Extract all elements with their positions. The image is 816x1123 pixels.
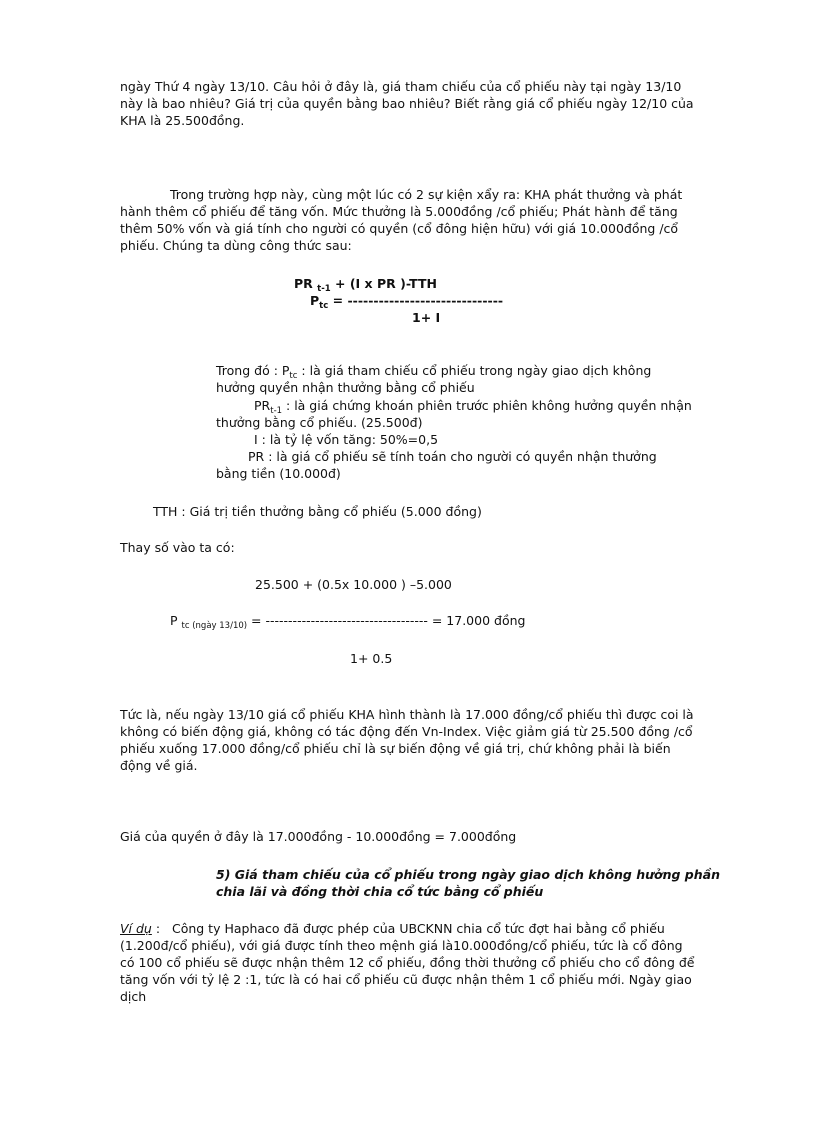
formula1-denominator: 1+ I xyxy=(412,310,441,325)
substitution-intro: Thay số vào ta có: xyxy=(120,540,235,555)
formula1-lhs: $P_{tc}$ = ------------------------------ xyxy=(310,293,504,311)
definition-tth: TTH : Giá trị tiền thưởng bằng cổ phiếu (5.000 đồng) xyxy=(153,504,482,519)
formula2-lhs: P $_{tc (ngày 13/10)}$ = ------------------------------------ = 17.000 đồng xyxy=(170,613,526,631)
example-label: Ví dụ xyxy=(120,921,152,936)
definition-pr: PR : là giá cổ phiếu sẽ tính toán cho người có quyền nhận thưởng xyxy=(248,449,657,464)
paragraph-question: ngày Thứ 4 ngày 13/10. Câu hỏi ở đây là, giá tham chiếu của cổ phiếu này tại ngày 13/10 này là bao nhiêu? Giá trị của quyền bằng bao nhiêu? Biết rằng giá cổ phiếu ngày 12/10 của KHA là 25.500đồng. xyxy=(120,79,694,128)
definition-pr-cont: bằng tiền (10.000đ) xyxy=(216,466,341,481)
definition-ptc-cont: hưởng quyền nhận thưởng bằng cổ phiếu xyxy=(216,380,475,395)
formula2-denominator: 1+ 0.5 xyxy=(350,651,393,666)
section-heading-5-cont: chia lãi và đồng thời chia cổ tức bằng cổ phiếu xyxy=(216,884,544,899)
definition-ptc: Trong đó : $P_{tc}$ : là giá tham chiếu cổ phiếu trong ngày giao dịch không xyxy=(216,363,652,381)
paragraph-conclusion: Tức là, nếu ngày 13/10 giá cổ phiếu KHA hình thành là 17.000 đồng/cổ phiếu thì được coi là không có biến động giá, không có tác động đến Vn-Index. Việc giảm giá từ 25.500 đồng /cổ phiếu xuống 17.000 đồng/cổ phiếu chỉ là sự biến động về giá trị, chứ không phải là biến động về giá. xyxy=(120,707,694,773)
formula1-numerator: PR $_{t-1}$ + (I x PR )-TTH xyxy=(294,276,437,294)
example-text: Công ty Haphaco đã được phép của UBCKNN chia cổ tức đợt hai bằng cổ phiếu (1.200đ/cổ phiếu), với giá được tính theo mệnh giá là10.000đồng/cổ phiếu, tức là cổ đông có 100 cổ phiếu sẽ được nhận thêm 12 cổ phiếu, đồng thời thưởng cổ phiếu cho cổ đông để tăng vốn với tỷ lệ 2 :1, tức là có hai cổ phiếu cũ được nhận thêm 1 cổ phiếu mới. Ngày giao dịch xyxy=(120,921,695,1004)
paragraph-events: Trong trường hợp này, cùng một lúc có 2 sự kiện xẩy ra: KHA phát thưởng và phát hành thêm cổ phiếu để tăng vốn. Mức thưởng là 5.000đồng /cổ phiếu; Phát hành để tăng thêm 50% vốn và giá tính cho người có quyền (cổ đông hiện hữu) với giá 10.000đồng /cổ phiếu. Chúng ta dùng công thức sau: xyxy=(120,187,683,253)
section-heading-5: 5) Giá tham chiếu của cổ phiếu trong ngày giao dịch không hưởng phần xyxy=(216,867,720,882)
definition-i: I : là tỷ lệ vốn tăng: 50%=0,5 xyxy=(254,432,439,447)
paragraph-right-value: Giá của quyền ở đây là 17.000đồng - 10.000đồng = 7.000đồng xyxy=(120,829,517,844)
definition-prt1: $PR_{t-1}$ : là giá chứng khoán phiên trước phiên không hưởng quyền nhận xyxy=(254,398,692,416)
paragraph-example: Ví dụ : Công ty Haphaco đã được phép của UBCKNN chia cổ tức đợt hai bằng cổ phiếu (1.200đ/cổ phiếu), với giá được tính theo mệnh giá là10.000đồng/cổ phiếu, tức là cổ đông có 100 cổ phiếu sẽ được nhận thêm 12 cổ phiếu, đồng thời thưởng cổ phiếu cho cổ đông để tăng vốn với tỷ lệ 2 :1, tức là có hai cổ phiếu cũ được nhận thêm 1 cổ phiếu mới. Ngày giao dịch xyxy=(120,921,695,1004)
definition-prt1-cont: thưởng bằng cổ phiếu. (25.500đ) xyxy=(216,415,423,430)
formula2-numerator: 25.500 + (0.5x 10.000 ) –5.000 xyxy=(255,577,452,592)
